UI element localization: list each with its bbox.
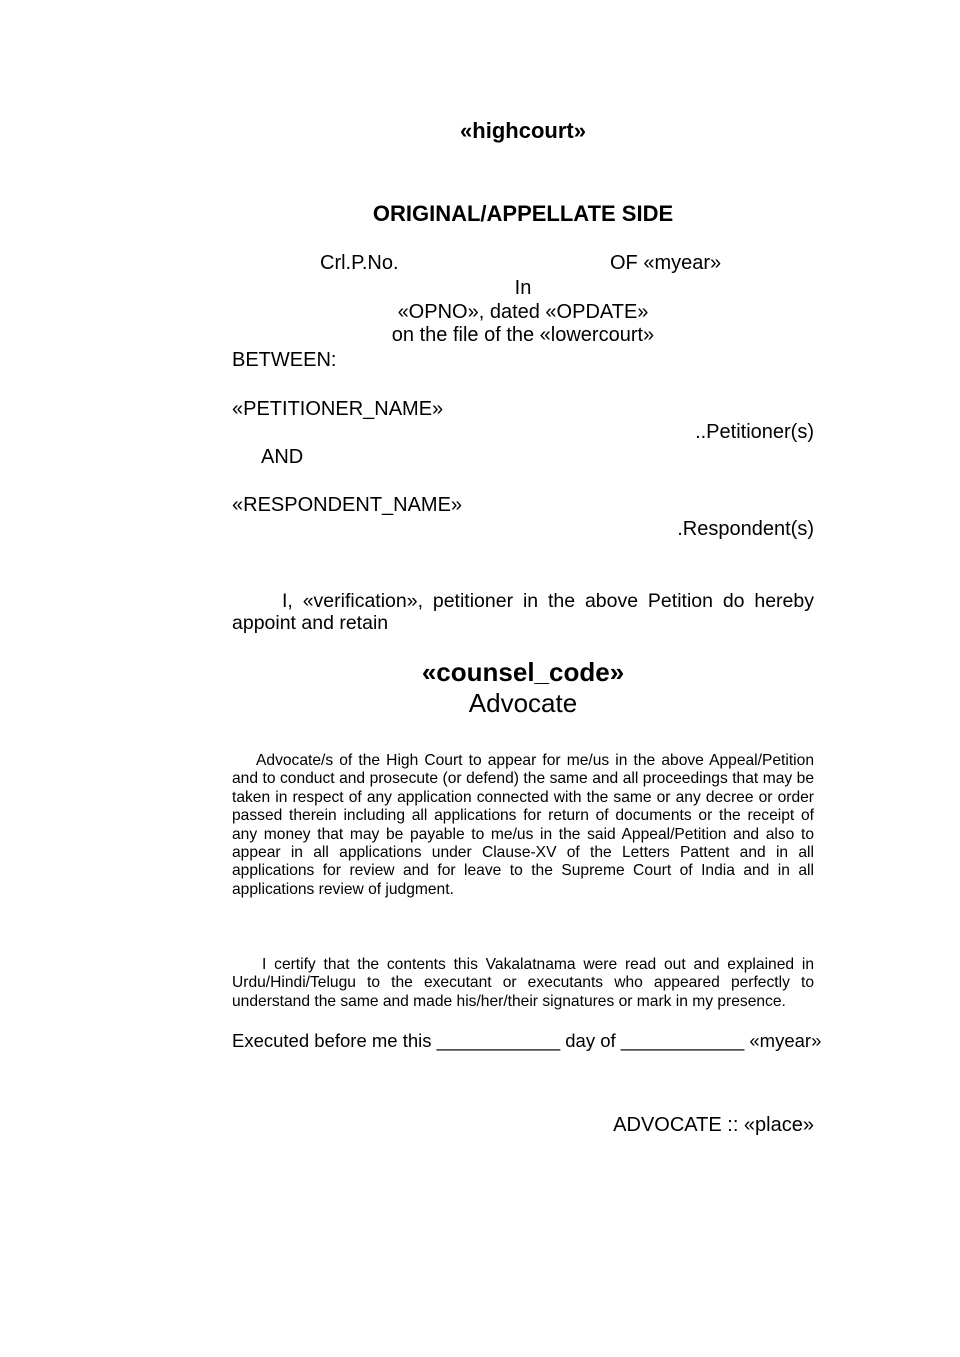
court-name: «highcourt» [460,118,586,143]
in-label: In [514,277,532,299]
op-line: «OPNO», dated «OPDATE» [397,301,649,323]
petitioner-role: ..Petitioner(s) [695,421,814,443]
certification-paragraph: I certify that the contents this Vakalatnama were read out and explained in Urdu/Hindi/Telugu to the executant or executants who appeared perfectly to understand the same and made his/her/their signatures or mark in my presence. [232,956,814,1010]
advocate-signature-line: ADVOCATE :: «place» [613,1114,814,1136]
and-label: AND [261,446,304,468]
petitioner-name: «PETITIONER_NAME» [232,398,444,420]
verification-paragraph: I, «verification», petitioner in the above Petition do hereby appoint and retain [232,590,814,634]
side-title: ORIGINAL/APPELLATE SIDE [372,201,674,226]
execution-line: Executed before me this ____________ day of ____________ «myear» [232,1030,822,1051]
file-line: on the file of the «lowercourt» [391,324,655,346]
respondent-name: «RESPONDENT_NAME» [232,494,463,516]
case-year-label: OF «myear» [610,252,722,274]
counsel-code: «counsel_code» [421,657,625,687]
counsel-title: Advocate [468,688,578,718]
between-label: BETWEEN: [232,349,337,371]
respondent-role: .Respondent(s) [677,518,814,540]
document-page [232,0,822,1357]
authority-paragraph: Advocate/s of the High Court to appear for me/us in the above Appeal/Petition and to conduct and prosecute (or defend) the same and all proceedings that may be taken in respect of any application connected with the same or any decree or order passed therein including all applications for return of documents or the receipt of any money that may be payable to me/us in the said Appeal/Petition and also to appear in all applications under Clause-XV of the Letters Pattent and in all applications for review and for leave to the Supreme Court of India and in all applications review of judgment. [232,752,814,898]
case-number-label: Crl.P.No. [320,252,399,274]
